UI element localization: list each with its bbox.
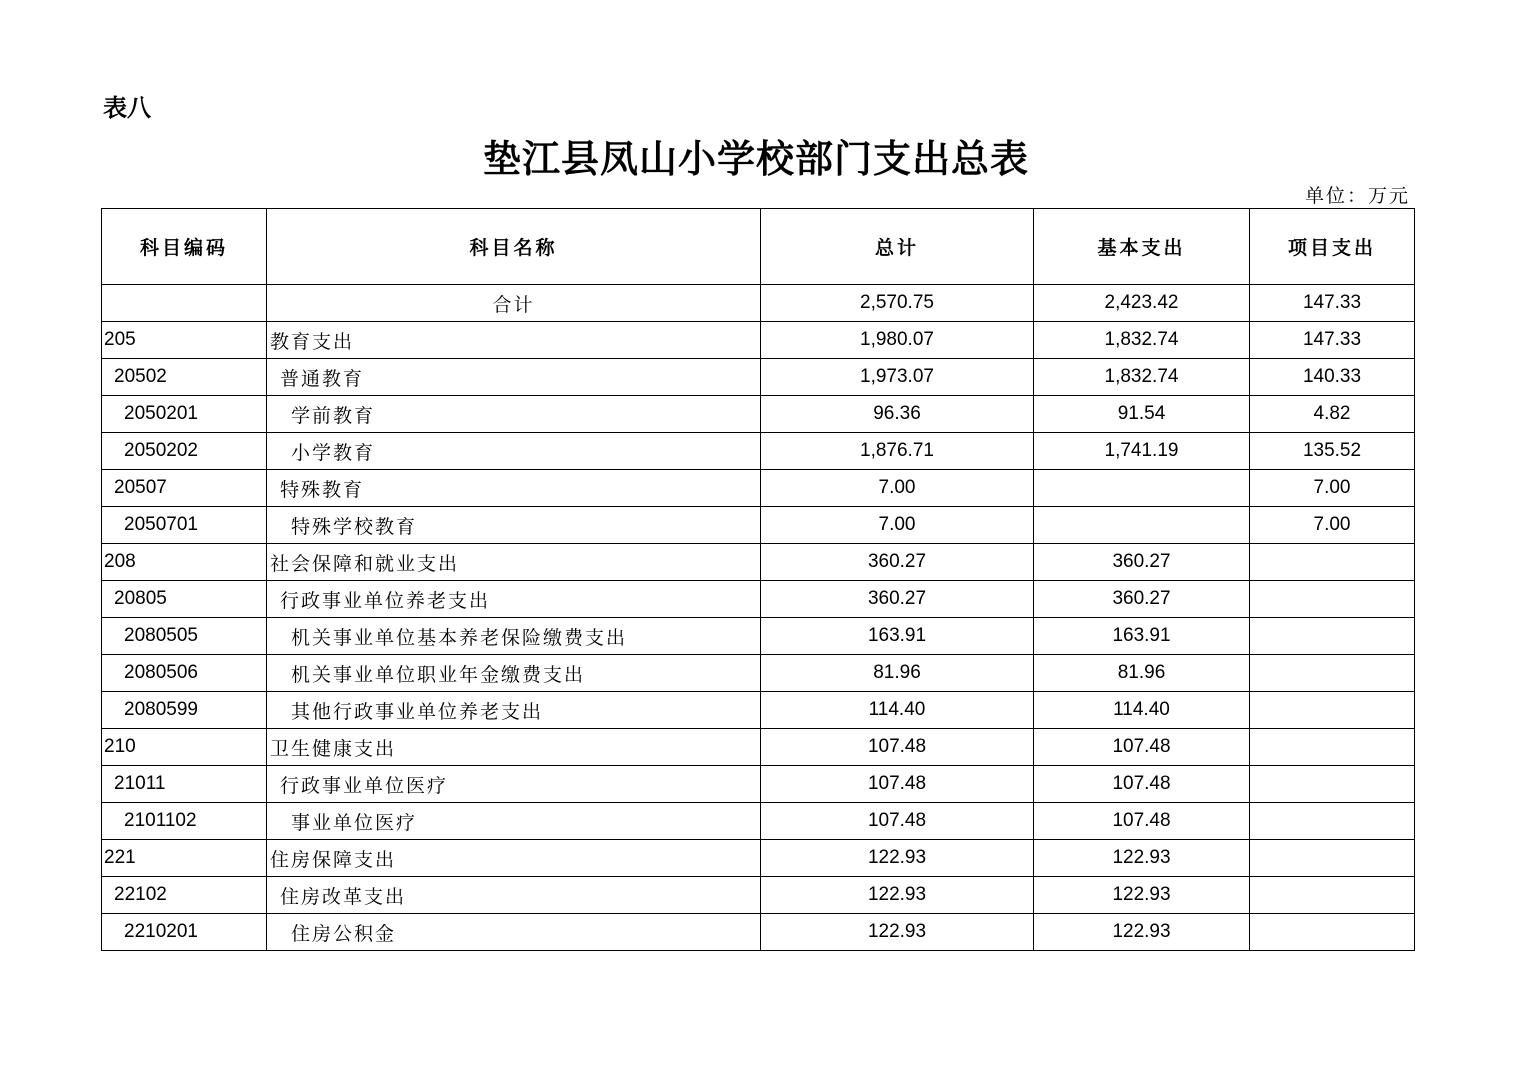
row-project: 147.33 [1250,322,1415,359]
row-code: 2080506 [102,655,267,692]
row-name: 卫生健康支出 [267,729,761,766]
summary-name: 合计 [267,285,761,322]
table-row [102,803,1415,840]
row-project: 4.82 [1250,396,1415,433]
table-row [102,433,1415,470]
row-total: 7.00 [761,507,1034,544]
page-title: 垫江县凤山小学校部门支出总表 [482,136,1029,181]
row-code: 2080505 [102,618,267,655]
row-name: 学前教育 [267,396,761,433]
table-row [102,877,1415,914]
table-row [102,544,1415,581]
header-basic: 基本支出 [1034,209,1250,285]
row-project [1250,877,1415,914]
row-name: 事业单位医疗 [267,803,761,840]
table-row [102,396,1415,433]
row-basic: 122.93 [1034,877,1250,914]
expenditure-table [101,208,1415,951]
row-code: 20502 [102,359,267,396]
row-total: 107.48 [761,803,1034,840]
table-header-row [102,209,1415,285]
row-name: 其他行政事业单位养老支出 [267,692,761,729]
row-total: 360.27 [761,544,1034,581]
row-total: 1,980.07 [761,322,1034,359]
row-total: 1,973.07 [761,359,1034,396]
row-basic [1034,507,1250,544]
header-total: 总计 [761,209,1034,285]
row-name: 教育支出 [267,322,761,359]
header-code: 科目编码 [102,209,267,285]
header-name: 科目名称 [267,209,761,285]
row-code: 2050202 [102,433,267,470]
summary-row [102,285,1415,322]
row-code: 2080599 [102,692,267,729]
row-name: 小学教育 [267,433,761,470]
row-code: 21011 [102,766,267,803]
row-total: 122.93 [761,840,1034,877]
row-basic [1034,470,1250,507]
row-code: 2050201 [102,396,267,433]
row-project: 140.33 [1250,359,1415,396]
row-project [1250,692,1415,729]
table-row [102,840,1415,877]
table-body [102,285,1415,951]
row-code: 20507 [102,470,267,507]
table-row [102,507,1415,544]
row-code: 2050701 [102,507,267,544]
row-basic: 1,741.19 [1034,433,1250,470]
row-name: 住房保障支出 [267,840,761,877]
table-row [102,322,1415,359]
row-code: 205 [102,322,267,359]
summary-total: 2,570.75 [761,285,1034,322]
row-name: 社会保障和就业支出 [267,544,761,581]
row-basic: 114.40 [1034,692,1250,729]
row-project [1250,803,1415,840]
header-project: 项目支出 [1250,209,1415,285]
row-name: 行政事业单位医疗 [267,766,761,803]
summary-project: 147.33 [1250,285,1415,322]
row-code: 2101102 [102,803,267,840]
row-basic: 360.27 [1034,544,1250,581]
row-basic: 107.48 [1034,766,1250,803]
row-basic: 1,832.74 [1034,359,1250,396]
row-name: 机关事业单位职业年金缴费支出 [267,655,761,692]
row-code: 2210201 [102,914,267,951]
table-row [102,692,1415,729]
row-name: 住房改革支出 [267,877,761,914]
row-code: 208 [102,544,267,581]
row-total: 81.96 [761,655,1034,692]
row-code: 20805 [102,581,267,618]
row-code: 22102 [102,877,267,914]
row-project [1250,914,1415,951]
summary-basic: 2,423.42 [1034,285,1250,322]
row-project [1250,618,1415,655]
row-total: 122.93 [761,877,1034,914]
table-row [102,766,1415,803]
row-project [1250,544,1415,581]
row-total: 360.27 [761,581,1034,618]
row-code: 221 [102,840,267,877]
row-basic: 360.27 [1034,581,1250,618]
table-row [102,914,1415,951]
row-basic: 122.93 [1034,914,1250,951]
row-name: 住房公积金 [267,914,761,951]
row-basic: 1,832.74 [1034,322,1250,359]
row-basic: 107.48 [1034,729,1250,766]
row-basic: 91.54 [1034,396,1250,433]
row-project [1250,840,1415,877]
row-project [1250,766,1415,803]
row-project: 7.00 [1250,470,1415,507]
row-total: 122.93 [761,914,1034,951]
unit-label: 单位：万元 [1304,185,1410,207]
table-row [102,655,1415,692]
table-label: 表八 [103,94,151,122]
row-name: 特殊教育 [267,470,761,507]
row-total: 107.48 [761,729,1034,766]
row-name: 机关事业单位基本养老保险缴费支出 [267,618,761,655]
row-basic: 122.93 [1034,840,1250,877]
row-total: 163.91 [761,618,1034,655]
row-name: 普通教育 [267,359,761,396]
row-code: 210 [102,729,267,766]
summary-code [102,285,267,322]
row-total: 96.36 [761,396,1034,433]
row-basic: 163.91 [1034,618,1250,655]
row-name: 特殊学校教育 [267,507,761,544]
row-project: 135.52 [1250,433,1415,470]
row-total: 7.00 [761,470,1034,507]
table-row [102,581,1415,618]
row-project: 7.00 [1250,507,1415,544]
row-total: 107.48 [761,766,1034,803]
row-basic: 81.96 [1034,655,1250,692]
row-project [1250,581,1415,618]
table-row [102,729,1415,766]
row-total: 114.40 [761,692,1034,729]
table-row [102,359,1415,396]
row-total: 1,876.71 [761,433,1034,470]
table-row [102,618,1415,655]
row-basic: 107.48 [1034,803,1250,840]
table-row [102,470,1415,507]
row-name: 行政事业单位养老支出 [267,581,761,618]
row-project [1250,655,1415,692]
row-project [1250,729,1415,766]
